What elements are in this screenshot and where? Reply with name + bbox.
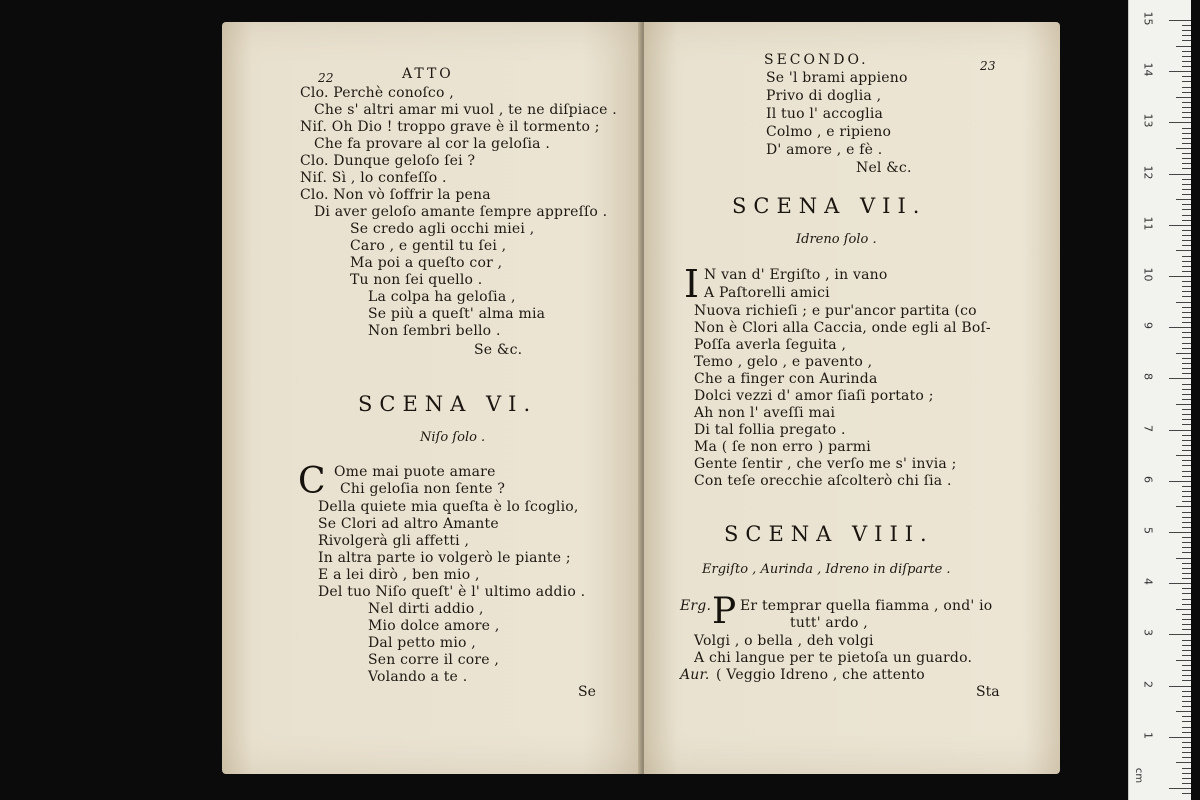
speaker-label: Erg.	[680, 598, 712, 614]
ruler-tick	[1182, 517, 1191, 518]
ruler-tick	[1182, 757, 1191, 758]
ruler-tick	[1182, 204, 1191, 205]
ruler-tick	[1169, 20, 1191, 21]
text-line: Ah non l' aveſſi mai	[694, 405, 836, 421]
ruler-tick	[1182, 261, 1191, 262]
ruler-tick	[1182, 30, 1191, 31]
ruler-number: 8	[1141, 373, 1155, 381]
ruler-tick	[1182, 542, 1191, 543]
ruler-tick	[1169, 686, 1191, 687]
text-line: Privo di doglia ,	[766, 88, 882, 104]
text-line: Di aver geloſo amante ſempre appreſſo .	[314, 204, 608, 220]
ruler-tick	[1182, 450, 1191, 451]
ruler-tick	[1182, 706, 1191, 707]
ruler-tick	[1182, 547, 1191, 548]
drop-capital: P	[712, 591, 737, 632]
ruler-tick	[1182, 701, 1191, 702]
ruler-tick	[1169, 378, 1191, 379]
ruler-tick	[1182, 640, 1191, 641]
text-line: Dal petto mio ,	[368, 635, 476, 651]
ruler-tick	[1176, 455, 1191, 456]
text-line: A chi langue per te pietoſa un guardo.	[694, 650, 973, 666]
ruler-tick	[1182, 87, 1191, 88]
ruler-tick	[1176, 506, 1191, 507]
ruler-tick	[1182, 332, 1191, 333]
ruler-tick	[1182, 501, 1191, 502]
text-line: Se 'l brami appieno	[766, 70, 908, 86]
text-line: Clo. Dunque geloſo ſei ?	[300, 153, 476, 169]
ruler-number: 5	[1141, 527, 1155, 534]
ruler-tick	[1182, 752, 1191, 753]
text-line: Temo , gelo , e pavento ,	[694, 354, 873, 370]
text-line: Della quiete mia queſta è lo ſcoglio,	[318, 499, 579, 515]
ruler-tick	[1182, 194, 1191, 195]
ruler-tick	[1182, 768, 1191, 769]
ruler-tick	[1182, 680, 1191, 681]
speaker-label: Aur.	[680, 667, 710, 683]
text-line: tutt' ardo ,	[790, 615, 868, 631]
page-number: 23	[980, 59, 996, 73]
ruler-tick	[1182, 491, 1191, 492]
ruler-tick	[1169, 737, 1191, 738]
ruler-tick	[1182, 522, 1191, 523]
ruler-tick	[1169, 481, 1191, 482]
ruler-tick	[1169, 583, 1191, 584]
ruler-number: 3	[1141, 629, 1155, 637]
ruler-tick	[1182, 512, 1191, 513]
running-head: ATTO	[402, 66, 454, 82]
ruler-tick	[1182, 296, 1191, 297]
ruler-tick	[1182, 778, 1191, 779]
text-line: Il tuo l' accoglia	[766, 106, 884, 122]
right-page	[644, 22, 1060, 774]
ruler-tick	[1182, 773, 1191, 774]
ruler-unit-label: cm	[1133, 767, 1145, 784]
text-line: Dolci vezzi d' amor ſiaſi portato ;	[694, 388, 934, 404]
left-page	[222, 22, 642, 774]
ruler-tick	[1182, 424, 1191, 425]
ruler-tick	[1182, 133, 1191, 134]
ruler-tick	[1169, 122, 1191, 123]
ruler-tick	[1182, 368, 1191, 369]
text-line: Nel &c.	[856, 160, 912, 176]
ruler-number: 10	[1141, 267, 1155, 282]
ruler-tick	[1182, 650, 1191, 651]
ruler-tick	[1182, 81, 1191, 82]
text-line: Che s' altri amar mi vuol , te ne diſpiace .	[314, 102, 617, 118]
text-line: Colmo , e ripieno	[766, 124, 892, 140]
ruler-tick	[1182, 40, 1191, 41]
ruler-tick	[1182, 271, 1191, 272]
text-line: Ma ( ſe non erro ) parmi	[694, 439, 871, 455]
ruler-number: 13	[1141, 113, 1155, 128]
text-line: Clo. Non vò ſoffrir la pena	[300, 187, 491, 203]
ruler-tick	[1176, 148, 1191, 149]
ruler-tick	[1182, 578, 1191, 579]
ruler-tick	[1182, 281, 1191, 282]
ruler-tick	[1182, 66, 1191, 67]
ruler-tick	[1182, 348, 1191, 349]
ruler-tick	[1182, 51, 1191, 52]
ruler-tick	[1182, 476, 1191, 477]
ruler-tick	[1182, 552, 1191, 553]
text-line: D' amore , e fè .	[766, 142, 883, 158]
text-line: Caro , e gentil tu ſei ,	[350, 238, 507, 254]
measuring-ruler	[1128, 0, 1191, 800]
ruler-tick	[1182, 742, 1191, 743]
ruler-tick	[1182, 409, 1191, 410]
ruler-tick	[1182, 128, 1191, 129]
ruler-tick	[1176, 353, 1191, 354]
ruler-number: 4	[1141, 578, 1155, 586]
ruler-tick	[1182, 76, 1191, 77]
page-number: 22	[318, 71, 334, 85]
ruler-tick	[1182, 215, 1191, 216]
ruler-tick	[1182, 593, 1191, 594]
text-line: Mio dolce amore ,	[368, 618, 500, 634]
ruler-tick	[1182, 230, 1191, 231]
ruler-number: 6	[1141, 475, 1155, 483]
ruler-tick	[1182, 471, 1191, 472]
ruler-number: 11	[1141, 216, 1155, 231]
ruler-tick	[1182, 619, 1191, 620]
text-line: Di tal follia pregato .	[694, 422, 846, 438]
catchword: Sta	[976, 684, 1000, 700]
ruler-tick	[1169, 532, 1191, 533]
ruler-tick	[1182, 358, 1191, 359]
text-line: Con teſe orecchie aſcolterò chi ſia .	[694, 473, 952, 489]
ruler-number: 1	[1141, 731, 1155, 739]
ruler-tick	[1176, 609, 1191, 610]
ruler-tick	[1182, 727, 1191, 728]
ruler-number: 2	[1141, 680, 1155, 688]
ruler-tick	[1169, 788, 1191, 789]
text-line: N van d' Ergiſto , in vano	[704, 267, 888, 283]
ruler-tick	[1182, 179, 1191, 180]
ruler-number: 12	[1141, 165, 1155, 180]
ruler-tick	[1182, 312, 1191, 313]
ruler-tick	[1169, 71, 1191, 72]
ruler-tick	[1182, 414, 1191, 415]
text-line: E a lei dirò , ben mio ,	[318, 567, 480, 583]
ruler-tick	[1182, 655, 1191, 656]
ruler-tick	[1182, 573, 1191, 574]
ruler-tick	[1176, 199, 1191, 200]
drop-capital: I	[684, 262, 700, 306]
ruler-tick	[1182, 399, 1191, 400]
ruler-tick	[1182, 317, 1191, 318]
ruler-tick	[1182, 286, 1191, 287]
ruler-tick	[1182, 337, 1191, 338]
ruler-number: 7	[1141, 424, 1155, 432]
text-line: La colpa ha geloſia ,	[368, 289, 516, 305]
ruler-tick	[1182, 588, 1191, 589]
ruler-tick	[1182, 732, 1191, 733]
ruler-tick	[1182, 629, 1191, 630]
ruler-tick	[1182, 527, 1191, 528]
ruler-tick	[1182, 675, 1191, 676]
text-line: ( Veggio Idreno , che attento	[716, 667, 925, 683]
scene-subtitle: Ergiſto , Aurinda , Idreno in diſparte .	[702, 562, 951, 577]
ruler-tick	[1169, 634, 1191, 635]
ruler-tick	[1182, 92, 1191, 93]
ruler-tick	[1182, 56, 1191, 57]
ruler-tick	[1182, 322, 1191, 323]
text-line: Se credo agli occhi miei ,	[350, 221, 535, 237]
catchword: Se	[578, 684, 596, 700]
ruler-tick	[1182, 394, 1191, 395]
ruler-tick	[1182, 670, 1191, 671]
ruler-tick	[1182, 245, 1191, 246]
ruler-tick	[1182, 696, 1191, 697]
ruler-tick	[1176, 660, 1191, 661]
ruler-tick	[1182, 266, 1191, 267]
ruler-tick	[1176, 97, 1191, 98]
text-line: Rivolgerà gli affetti ,	[318, 533, 470, 549]
ruler-tick	[1182, 599, 1191, 600]
text-line: Niſ. Oh Dio ! troppo grave è il tormento ;	[300, 119, 600, 135]
ruler-tick	[1169, 225, 1191, 226]
ruler-tick	[1182, 645, 1191, 646]
text-line: Niſ. Sì , lo confeſſo .	[300, 170, 447, 186]
ruler-tick	[1182, 291, 1191, 292]
ruler-tick	[1176, 711, 1191, 712]
ruler-tick	[1182, 143, 1191, 144]
ruler-tick	[1182, 163, 1191, 164]
ruler-tick	[1182, 716, 1191, 717]
ruler-tick	[1182, 235, 1191, 236]
ruler-tick	[1182, 537, 1191, 538]
text-line: Del tuo Niſo queſt' è l' ultimo addio .	[318, 584, 586, 600]
text-line: Tu non ſei quello .	[350, 272, 483, 288]
text-line: Nuova richieſi ; e pur'ancor partita (co	[694, 303, 977, 319]
ruler-tick	[1169, 327, 1191, 328]
ruler-tick	[1182, 563, 1191, 564]
ruler-tick	[1176, 558, 1191, 559]
ruler-tick	[1182, 209, 1191, 210]
text-line: Er temprar quella fiamma , ond' io	[740, 598, 993, 614]
text-line: Non è Clori alla Caccia, onde egli al Boſ-	[694, 320, 991, 336]
ruler-tick	[1182, 25, 1191, 26]
ruler-tick	[1176, 250, 1191, 251]
ruler-tick	[1182, 138, 1191, 139]
ruler-tick	[1176, 46, 1191, 47]
ruler-tick	[1182, 793, 1191, 794]
ruler-tick	[1182, 373, 1191, 374]
ruler-tick	[1182, 384, 1191, 385]
text-line: Nel dirti addio ,	[368, 601, 484, 617]
ruler-tick	[1182, 61, 1191, 62]
ruler-tick	[1182, 107, 1191, 108]
ruler-tick	[1182, 389, 1191, 390]
text-line: Ma poi a queſto cor ,	[350, 255, 503, 271]
ruler-tick	[1182, 624, 1191, 625]
ruler-tick	[1182, 112, 1191, 113]
text-line: Poſſa averla ſeguita ,	[694, 337, 847, 353]
ruler-tick	[1182, 189, 1191, 190]
ruler-tick	[1182, 460, 1191, 461]
text-line: Se Clori ad altro Amante	[318, 516, 499, 532]
ruler-tick	[1182, 435, 1191, 436]
ruler-tick	[1182, 153, 1191, 154]
text-line: Clo. Perchè conoſco ,	[300, 85, 454, 101]
text-line: Ome mai puote amare	[334, 464, 496, 480]
text-line: Chi geloſia non ſente ?	[340, 481, 506, 497]
ruler-tick	[1182, 256, 1191, 257]
text-line: Volando a te .	[368, 669, 468, 685]
text-line: Se &c.	[474, 342, 523, 358]
scene-title: SCENA VI.	[358, 392, 538, 416]
scene-subtitle: Idreno ſolo .	[796, 232, 877, 247]
ruler-number: 9	[1141, 322, 1155, 330]
ruler-tick	[1182, 445, 1191, 446]
ruler-tick	[1182, 343, 1191, 344]
scene-subtitle: Niſo ſolo .	[420, 430, 486, 445]
ruler-tick	[1169, 174, 1191, 175]
ruler-number: 15	[1141, 11, 1155, 26]
ruler-tick	[1182, 419, 1191, 420]
ruler-tick	[1182, 440, 1191, 441]
ruler-tick	[1182, 691, 1191, 692]
ruler-tick	[1182, 496, 1191, 497]
ruler-tick	[1169, 430, 1191, 431]
ruler-tick	[1182, 568, 1191, 569]
ruler-tick	[1176, 404, 1191, 405]
text-line: In altra parte io volgerò le piante ;	[318, 550, 571, 566]
drop-capital: C	[298, 461, 326, 502]
ruler-tick	[1169, 276, 1191, 277]
ruler-tick	[1182, 168, 1191, 169]
text-line: Non ſembri bello .	[368, 323, 501, 339]
open-book	[222, 22, 1064, 780]
ruler-tick	[1182, 783, 1191, 784]
text-line: Volgi , o bella , deh volgi	[694, 633, 874, 649]
text-line: Gente ſentir , che verſo me s' invia ;	[694, 456, 957, 472]
ruler-tick	[1176, 302, 1191, 303]
text-line: Che a finger con Aurinda	[694, 371, 878, 387]
ruler-tick	[1182, 158, 1191, 159]
ruler-tick	[1182, 307, 1191, 308]
ruler-tick	[1182, 35, 1191, 36]
text-line: Sen corre il core ,	[368, 652, 500, 668]
running-head: SECONDO.	[764, 52, 869, 68]
ruler-tick	[1182, 363, 1191, 364]
text-line: Se più a queſt' alma mia	[368, 306, 546, 322]
ruler-tick	[1182, 117, 1191, 118]
ruler-tick	[1182, 665, 1191, 666]
text-line: Che fa provare al cor la geloſia .	[314, 136, 551, 152]
ruler-tick	[1176, 762, 1191, 763]
ruler-tick	[1182, 465, 1191, 466]
ruler-tick	[1182, 240, 1191, 241]
ruler-tick	[1182, 486, 1191, 487]
ruler-tick	[1182, 220, 1191, 221]
ruler-tick	[1182, 184, 1191, 185]
scene-title: SCENA VII.	[732, 194, 927, 218]
ruler-number: 14	[1141, 62, 1155, 77]
ruler-tick	[1182, 614, 1191, 615]
scene-title: SCENA VIII.	[724, 522, 934, 546]
ruler-tick	[1182, 604, 1191, 605]
text-line: A Paſtorelli amici	[704, 285, 830, 301]
ruler-tick	[1182, 747, 1191, 748]
ruler-tick	[1182, 721, 1191, 722]
ruler-tick	[1182, 102, 1191, 103]
